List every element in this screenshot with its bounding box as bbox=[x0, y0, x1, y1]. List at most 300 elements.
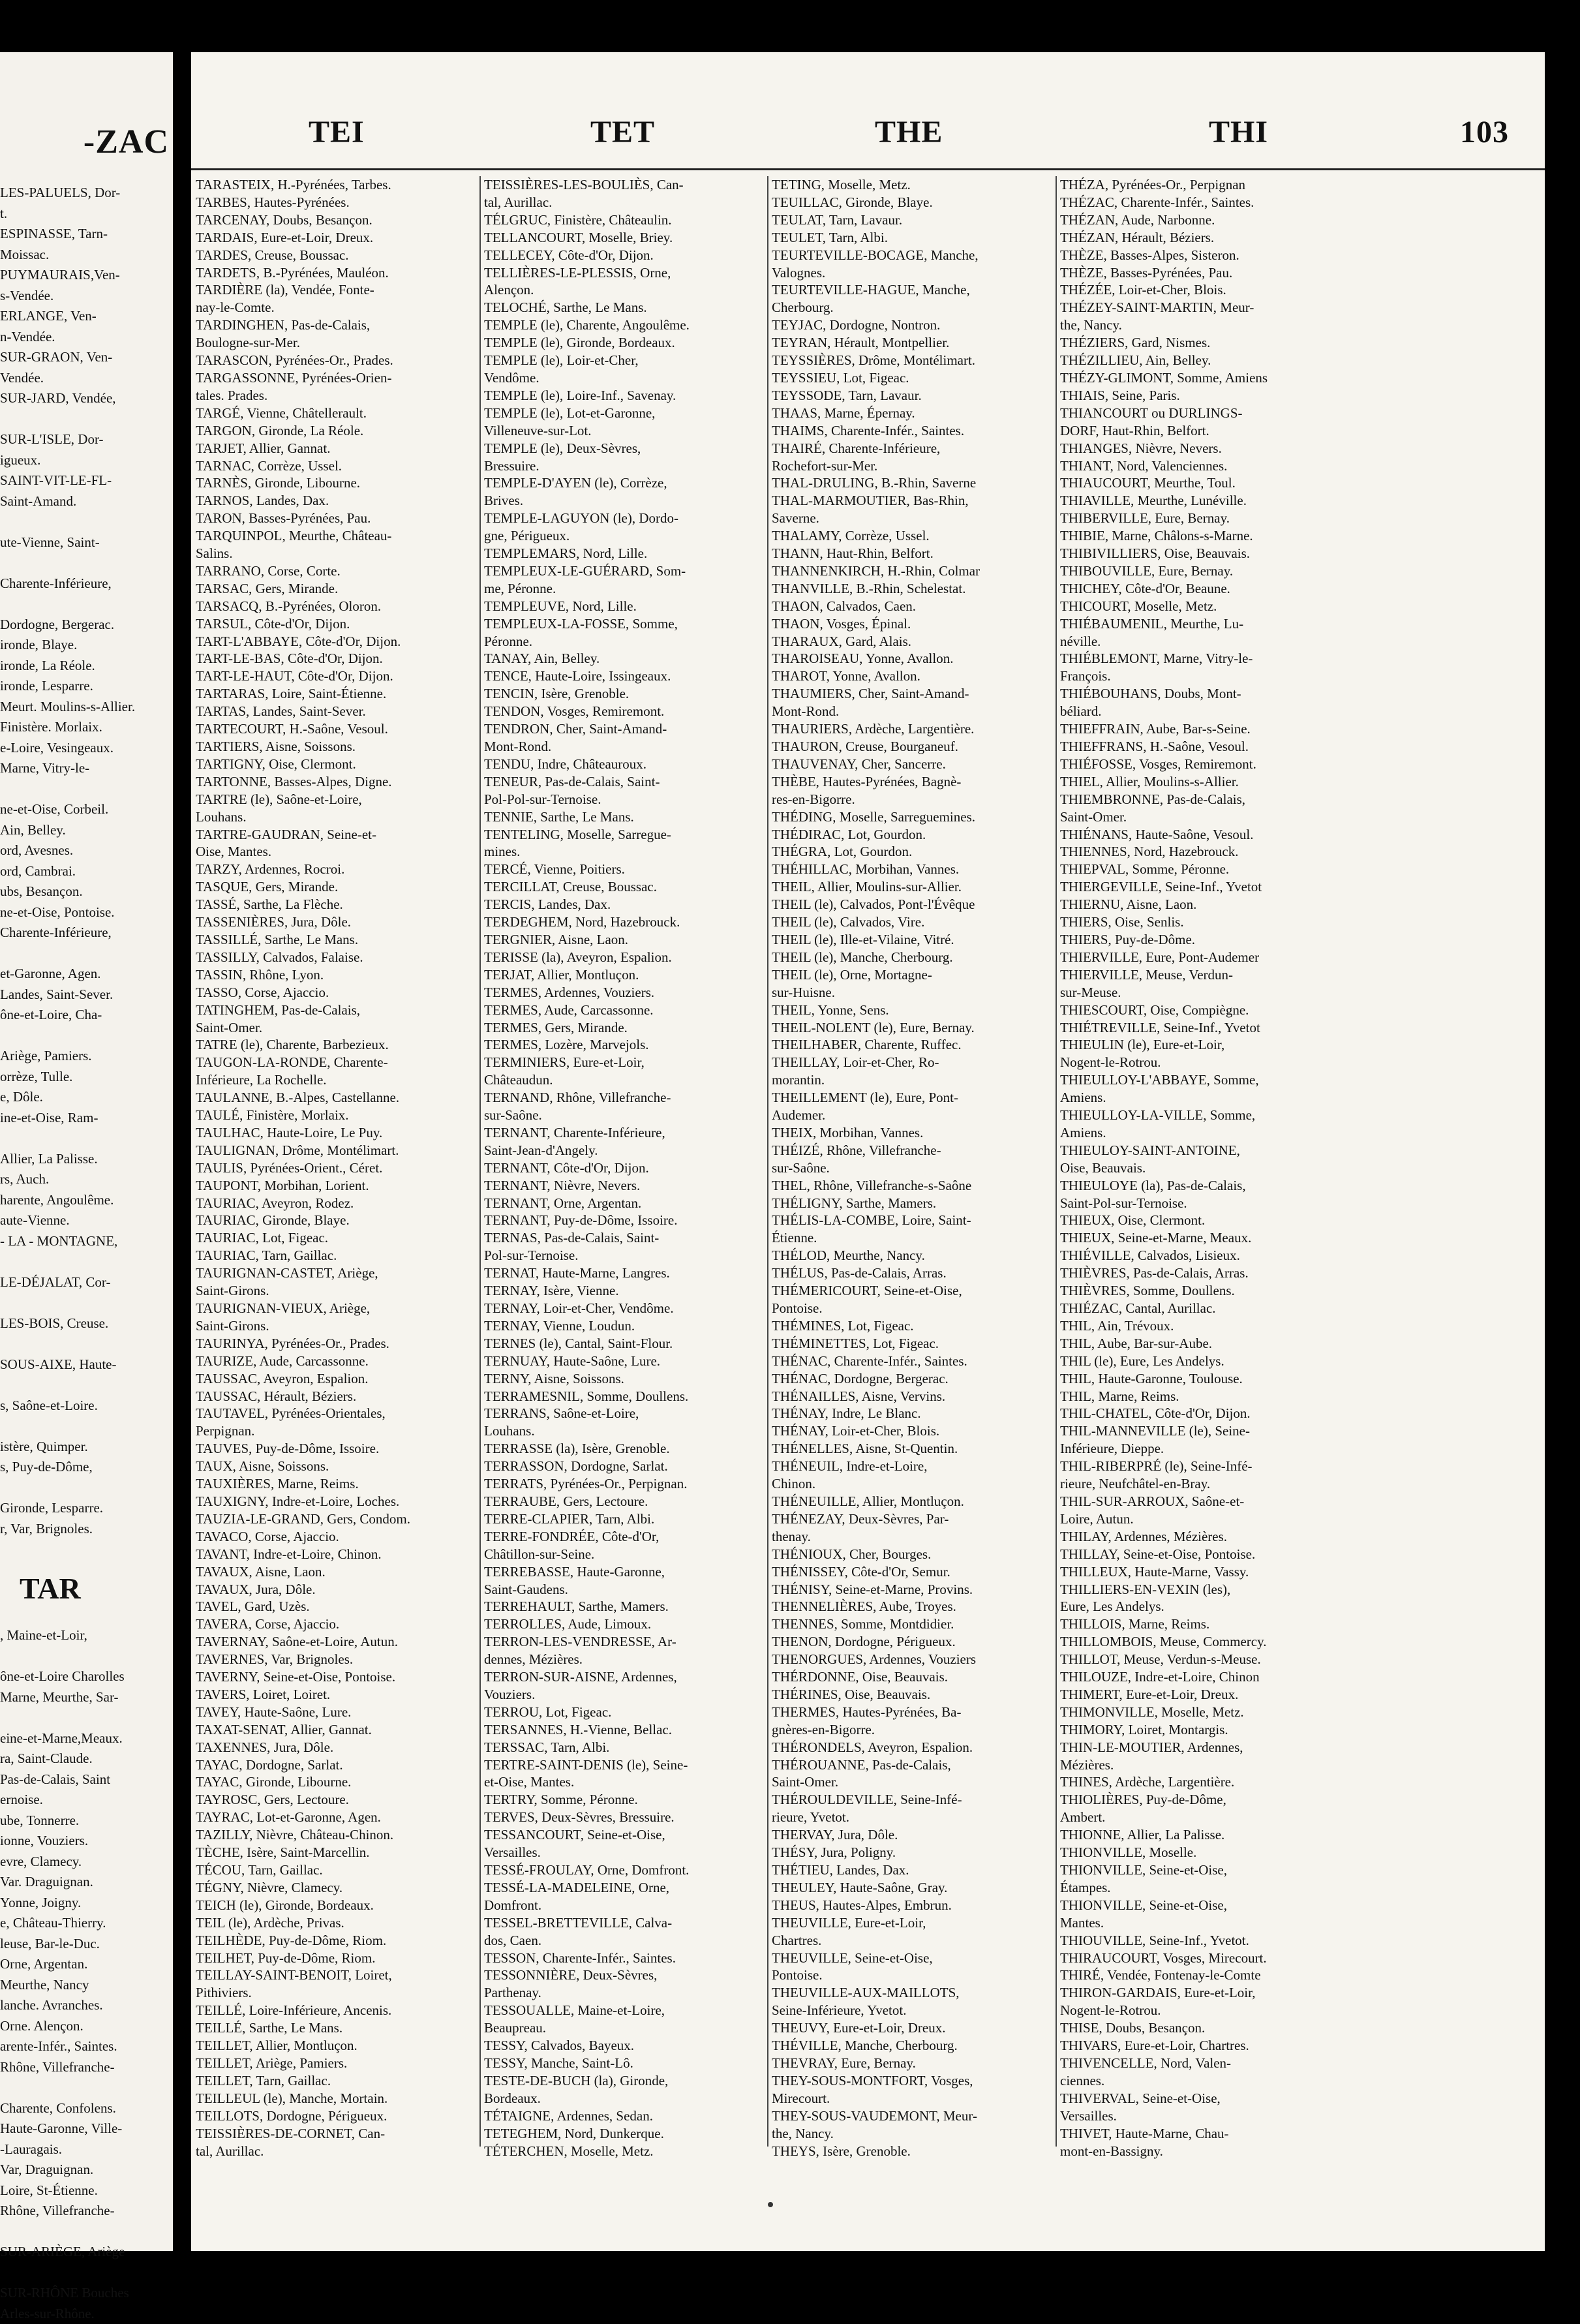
gazetteer-entry: THEL, Rhône, Villefranche-s-Saône bbox=[772, 1177, 1054, 1195]
gazetteer-entry: DORF, Haut-Rhin, Belfort. bbox=[1060, 422, 1347, 440]
gazetteer-entry: gnères-en-Bigorre. bbox=[772, 1721, 1054, 1739]
gazetteer-entry: THIERVILLE, Eure, Pont-Audemer bbox=[1060, 949, 1347, 966]
previous-page-line: Meurthe, Nancy bbox=[0, 1975, 173, 1996]
gazetteer-entry: Mézières. bbox=[1060, 1756, 1347, 1774]
previous-page-line: ône-et-Loire, Cha- bbox=[0, 1005, 173, 1026]
gazetteer-entry: Étampes. bbox=[1060, 1879, 1347, 1897]
previous-page-line bbox=[0, 1334, 173, 1354]
gazetteer-entry: Amiens. bbox=[1060, 1089, 1347, 1107]
gazetteer-entry: TERRAUBE, Gers, Lectoure. bbox=[484, 1493, 765, 1510]
gazetteer-entry: Villeneuve-sur-Lot. bbox=[484, 422, 765, 440]
previous-page-line: ube, Tonnerre. bbox=[0, 1811, 173, 1831]
gazetteer-entry: TEISSIÈRES-LES-BOULIÈS, Can- bbox=[484, 176, 765, 194]
gazetteer-entry: THÉVILLE, Manche, Cherbourg. bbox=[772, 2037, 1054, 2055]
gazetteer-entry: dennes, Mézières. bbox=[484, 1651, 765, 1668]
previous-page-line: LE-DÉJALAT, Cor- bbox=[0, 1272, 173, 1293]
gazetteer-entry: TAVERA, Corse, Ajaccio. bbox=[196, 1615, 476, 1633]
gazetteer-entry: THILAY, Ardennes, Mézières. bbox=[1060, 1528, 1347, 1546]
gazetteer-entry: res-en-Bigorre. bbox=[772, 791, 1054, 808]
gazetteer-entry: THÉNISSEY, Côte-d'Or, Semur. bbox=[772, 1563, 1054, 1581]
gazetteer-entry: TAVEY, Haute-Saône, Lure. bbox=[196, 1704, 476, 1721]
gazetteer-entry: TERNANT, Charente-Inférieure, bbox=[484, 1124, 765, 1142]
gazetteer-entry: TERRASSE (la), Isère, Grenoble. bbox=[484, 1440, 765, 1458]
gazetteer-entry: THIVET, Haute-Marne, Chau- bbox=[1060, 2125, 1347, 2143]
gazetteer-entry: THÉTIEU, Landes, Dax. bbox=[772, 1861, 1054, 1879]
gazetteer-entry: TEMPLE (le), Lot-et-Garonne, bbox=[484, 405, 765, 422]
gazetteer-entry: THEILHABER, Charente, Ruffec. bbox=[772, 1036, 1054, 1054]
gazetteer-entry: TAURIAC, Tarn, Gaillac. bbox=[196, 1247, 476, 1264]
gazetteer-entry: TAUXIGNY, Indre-et-Loire, Loches. bbox=[196, 1493, 476, 1510]
gazetteer-entry: Saint-Jean-d'Angely. bbox=[484, 1142, 765, 1159]
gazetteer-entry: THAROT, Yonne, Avallon. bbox=[772, 667, 1054, 685]
previous-page-line: ironde, Lesparre. bbox=[0, 676, 173, 697]
gazetteer-entry: Boulogne-sur-Mer. bbox=[196, 334, 476, 352]
gazetteer-entry: TEICH (le), Gironde, Bordeaux. bbox=[196, 1897, 476, 1914]
gazetteer-entry: TERMINIERS, Eure-et-Loir, bbox=[484, 1054, 765, 1071]
gazetteer-entry: Versailles. bbox=[1060, 2107, 1347, 2125]
previous-page-line: Ain, Belley. bbox=[0, 820, 173, 841]
gazetteer-entry: TEMPLEUX-LA-FOSSE, Somme, bbox=[484, 615, 765, 633]
gazetteer-entry: TENCE, Haute-Loire, Issingeaux. bbox=[484, 667, 765, 685]
previous-page-line bbox=[0, 2222, 173, 2242]
previous-page-line: ESPINASSE, Tarn- bbox=[0, 224, 173, 245]
gazetteer-entry: THÉHILLAC, Morbihan, Vannes. bbox=[772, 861, 1054, 878]
gazetteer-entry: TARBES, Hautes-Pyrénées. bbox=[196, 194, 476, 211]
gazetteer-entry: TEILLÉ, Loire-Inférieure, Ancenis. bbox=[196, 2002, 476, 2019]
gazetteer-entry: TERCÉ, Vienne, Poitiers. bbox=[484, 861, 765, 878]
gazetteer-entry: TAUX, Aisne, Soissons. bbox=[196, 1458, 476, 1475]
header-rule bbox=[191, 168, 1545, 170]
gazetteer-entry: Chartres. bbox=[772, 1932, 1054, 1949]
gazetteer-entry: TERNANT, Puy-de-Dôme, Issoire. bbox=[484, 1212, 765, 1229]
gazetteer-entry: Perpignan. bbox=[196, 1422, 476, 1440]
previous-page-line: Haute-Garonne, Ville- bbox=[0, 2118, 173, 2139]
previous-page-line: SUR-JARD, Vendée, bbox=[0, 388, 173, 409]
previous-page-line: LES-PALUELS, Dor- bbox=[0, 183, 173, 204]
gazetteer-entry: THEIL, Yonne, Sens. bbox=[772, 1001, 1054, 1019]
gazetteer-entry: sur-Saône. bbox=[484, 1107, 765, 1124]
gazetteer-entry: TART-L'ABBAYE, Côte-d'Or, Dijon. bbox=[196, 633, 476, 650]
gazetteer-entry: TEMPLEMARS, Nord, Lille. bbox=[484, 545, 765, 562]
gazetteer-entry: TERNANT, Côte-d'Or, Dijon. bbox=[484, 1159, 765, 1177]
gazetteer-entry: THAUMIERS, Cher, Saint-Amand- bbox=[772, 685, 1054, 703]
gazetteer-entry: TAURIGNAN-VIEUX, Ariège, bbox=[196, 1300, 476, 1317]
gazetteer-entry: Amiens. bbox=[1060, 1124, 1347, 1142]
gazetteer-entry: Saint-Omer. bbox=[196, 1019, 476, 1037]
gazetteer-entry: TASQUE, Gers, Mirande. bbox=[196, 878, 476, 896]
gazetteer-entry: TERISSE (la), Aveyron, Espalion. bbox=[484, 949, 765, 966]
gazetteer-entry: TAZILLY, Nièvre, Château-Chinon. bbox=[196, 1826, 476, 1844]
gazetteer-entry: TAVERNY, Seine-et-Oise, Pontoise. bbox=[196, 1668, 476, 1686]
gazetteer-entry: TÈCHE, Isère, Saint-Marcellin. bbox=[196, 1844, 476, 1861]
previous-page-line: Vendée. bbox=[0, 368, 173, 389]
gazetteer-entry: TEYJAC, Dordogne, Nontron. bbox=[772, 316, 1054, 334]
gazetteer-entry: THÉMERICOURT, Seine-et-Oise, bbox=[772, 1282, 1054, 1300]
gazetteer-entry: Eure, Les Andelys. bbox=[1060, 1598, 1347, 1615]
gazetteer-entry: THÉNEUIL, Indre-et-Loire, bbox=[772, 1458, 1054, 1475]
gazetteer-entry: THIEULIN (le), Eure-et-Loir, bbox=[1060, 1036, 1347, 1054]
gazetteer-entry: THIÉNANS, Haute-Saône, Vesoul. bbox=[1060, 826, 1347, 844]
gazetteer-entry: TARGASSONNE, Pyrénées-Orien- bbox=[196, 369, 476, 387]
column-divider bbox=[479, 176, 481, 2147]
page-number: 103 bbox=[1460, 114, 1509, 150]
gazetteer-entry: THIONVILLE, Seine-et-Oise, bbox=[1060, 1861, 1347, 1879]
gazetteer-entry: TERNUAY, Haute-Saône, Lure. bbox=[484, 1353, 765, 1370]
gazetteer-entry: TERVES, Deux-Sèvres, Bressuire. bbox=[484, 1809, 765, 1826]
gazetteer-entry: THENNELIÈRES, Aube, Troyes. bbox=[772, 1598, 1054, 1615]
gazetteer-entry: Saint-Pol-sur-Ternoise. bbox=[1060, 1195, 1347, 1212]
gazetteer-entry: THEIL-NOLENT (le), Eure, Bernay. bbox=[772, 1019, 1054, 1037]
gazetteer-entry: THÉLOD, Meurthe, Nancy. bbox=[772, 1247, 1054, 1264]
gazetteer-entry: THÉGRA, Lot, Gourdon. bbox=[772, 843, 1054, 861]
previous-page-line: Landes, Saint-Sever. bbox=[0, 985, 173, 1005]
gazetteer-entry: THÉNAY, Indre, Le Blanc. bbox=[772, 1405, 1054, 1422]
gazetteer-entry: TERDEGHEM, Nord, Hazebrouck. bbox=[484, 913, 765, 931]
previous-page-line: ubs, Besançon. bbox=[0, 881, 173, 902]
gazetteer-entry: mines. bbox=[484, 843, 765, 861]
gazetteer-entry: Saverne. bbox=[772, 510, 1054, 527]
previous-page-line: PUYMAURAIS,Ven- bbox=[0, 265, 173, 286]
gazetteer-entry: TAXENNES, Jura, Dôle. bbox=[196, 1739, 476, 1756]
gazetteer-entry: THIÈVRES, Pas-de-Calais, Arras. bbox=[1060, 1264, 1347, 1282]
gazetteer-entry: Oise, Mantes. bbox=[196, 843, 476, 861]
previous-page-line: s-Vendée. bbox=[0, 286, 173, 307]
gazetteer-entry: TÉCOU, Tarn, Gaillac. bbox=[196, 1861, 476, 1879]
gazetteer-entry: THÉZEY-SAINT-MARTIN, Meur- bbox=[1060, 299, 1347, 316]
gazetteer-entry: THAURIERS, Ardèche, Largentière. bbox=[772, 720, 1054, 738]
gazetteer-entry: THIL (le), Eure, Les Andelys. bbox=[1060, 1353, 1347, 1370]
gazetteer-entry: TENDON, Vosges, Remiremont. bbox=[484, 703, 765, 720]
gazetteer-entry: TAVEL, Gard, Uzès. bbox=[196, 1598, 476, 1615]
previous-page-line: istère, Quimper. bbox=[0, 1437, 173, 1458]
gazetteer-entry: THANN, Haut-Rhin, Belfort. bbox=[772, 545, 1054, 562]
previous-page-line: Ariège, Pamiers. bbox=[0, 1046, 173, 1067]
gazetteer-entry: THIOLIÈRES, Puy-de-Dôme, bbox=[1060, 1791, 1347, 1809]
previous-page-line: ionne, Vouziers. bbox=[0, 1831, 173, 1852]
previous-page-line bbox=[0, 1128, 173, 1149]
gazetteer-entry: TAUXIÈRES, Marne, Reims. bbox=[196, 1475, 476, 1493]
previous-page-line: ord, Cambrai. bbox=[0, 861, 173, 882]
gazetteer-entry: TEMPLE-D'AYEN (le), Corrèze, bbox=[484, 474, 765, 492]
gazetteer-entry: THIOUVILLE, Seine-Inf., Yvetot. bbox=[1060, 1932, 1347, 1949]
previous-page-line bbox=[0, 1026, 173, 1047]
gazetteer-entry: TARNOS, Landes, Dax. bbox=[196, 492, 476, 510]
gazetteer-entry: THAURON, Creuse, Bourganeuf. bbox=[772, 738, 1054, 756]
gazetteer-entry: THIBERVILLE, Eure, Bernay. bbox=[1060, 510, 1347, 527]
gazetteer-entry: TERNANT, Nièvre, Nevers. bbox=[484, 1177, 765, 1195]
gazetteer-entry: Versailles. bbox=[484, 1844, 765, 1861]
gazetteer-entry: THIEULLOY-LA-VILLE, Somme, bbox=[1060, 1107, 1347, 1124]
gazetteer-entry: TANAY, Ain, Belley. bbox=[484, 650, 765, 667]
gazetteer-entry: TAULIGNAN, Drôme, Montélimart. bbox=[196, 1142, 476, 1159]
gazetteer-entry: THALAMY, Corrèze, Ussel. bbox=[772, 527, 1054, 545]
previous-page-line: SUR-GRAON, Ven- bbox=[0, 347, 173, 368]
gazetteer-entry: THÉNAC, Dordogne, Bergerac. bbox=[772, 1370, 1054, 1388]
gazetteer-entry: TERCILLAT, Creuse, Boussac. bbox=[484, 878, 765, 896]
gazetteer-entry: TERREBASSE, Haute-Garonne, bbox=[484, 1563, 765, 1581]
gazetteer-entry: Chinon. bbox=[772, 1475, 1054, 1493]
gazetteer-entry: TEUILLAC, Gironde, Blaye. bbox=[772, 194, 1054, 211]
gazetteer-entry: Saint-Gaudens. bbox=[484, 1581, 765, 1598]
gazetteer-entry: THÉNEUILLE, Allier, Montluçon. bbox=[772, 1493, 1054, 1510]
gazetteer-entry: TEMPLE (le), Gironde, Bordeaux. bbox=[484, 334, 765, 352]
previous-page-line: SOUS-AIXE, Haute- bbox=[0, 1354, 173, 1375]
gazetteer-entry: Saint-Girons. bbox=[196, 1282, 476, 1300]
gazetteer-entry: TÉGNY, Nièvre, Clamecy. bbox=[196, 1879, 476, 1897]
gazetteer-entry: THIEFFRANS, H.-Saône, Vesoul. bbox=[1060, 738, 1347, 756]
gazetteer-entry: THÉZÉE, Loir-et-Cher, Blois. bbox=[1060, 281, 1347, 299]
gazetteer-entry: TEILLEUL (le), Manche, Mortain. bbox=[196, 2090, 476, 2107]
gazetteer-entry: TARTAS, Landes, Saint-Sever. bbox=[196, 703, 476, 720]
gazetteer-entry: TERNANT, Orne, Argentan. bbox=[484, 1195, 765, 1212]
gazetteer-entry: THIONNE, Allier, La Palisse. bbox=[1060, 1826, 1347, 1844]
previous-page-line: Rhône, Villefranche- bbox=[0, 2057, 173, 2078]
gazetteer-entry: THIMONVILLE, Moselle, Metz. bbox=[1060, 1704, 1347, 1721]
gazetteer-entry: TEURTEVILLE-HAGUE, Manche, bbox=[772, 281, 1054, 299]
scan-border bbox=[1545, 0, 1580, 2260]
gazetteer-entry: TENCIN, Isère, Grenoble. bbox=[484, 685, 765, 703]
gazetteer-entry: TEULET, Tarn, Albi. bbox=[772, 229, 1054, 247]
gazetteer-entry: TARDETS, B.-Pyrénées, Mauléon. bbox=[196, 264, 476, 282]
gazetteer-entry: sur-Huisne. bbox=[772, 984, 1054, 1001]
gazetteer-entry: TARDINGHEN, Pas-de-Calais, bbox=[196, 316, 476, 334]
gazetteer-entry: TEILHÈDE, Puy-de-Dôme, Riom. bbox=[196, 1932, 476, 1949]
gazetteer-entry: Cherbourg. bbox=[772, 299, 1054, 316]
gazetteer-entry: TAVACO, Corse, Ajaccio. bbox=[196, 1528, 476, 1546]
column-4 bbox=[1060, 176, 1347, 2133]
gazetteer-entry: THEILLEMENT (le), Eure, Pont- bbox=[772, 1089, 1054, 1107]
gazetteer-entry: TENTELING, Moselle, Sarregue- bbox=[484, 826, 765, 844]
gazetteer-entry: THÉNELLES, Aisne, St-Quentin. bbox=[772, 1440, 1054, 1458]
gazetteer-entry: TETING, Moselle, Metz. bbox=[772, 176, 1054, 194]
previous-page-line bbox=[0, 2077, 173, 2098]
gazetteer-entry: TAVAUX, Aisne, Laon. bbox=[196, 1563, 476, 1581]
gazetteer-entry: THIL, Aube, Bar-sur-Aube. bbox=[1060, 1335, 1347, 1353]
gazetteer-entry: TEMPLE (le), Charente, Angoulême. bbox=[484, 316, 765, 334]
previous-page-line bbox=[0, 1416, 173, 1437]
previous-page-line: ironde, La Réole. bbox=[0, 656, 173, 677]
gazetteer-entry: TERROU, Lot, Figeac. bbox=[484, 1704, 765, 1721]
gazetteer-entry: TELOCHÉ, Sarthe, Le Mans. bbox=[484, 299, 765, 316]
gazetteer-entry: TART-LE-BAS, Côte-d'Or, Dijon. bbox=[196, 650, 476, 667]
gazetteer-entry: Pol-sur-Ternoise. bbox=[484, 1247, 765, 1264]
gazetteer-entry: THÉNISY, Seine-et-Marne, Provins. bbox=[772, 1581, 1054, 1598]
previous-page-line: Meurt. Moulins-s-Allier. bbox=[0, 697, 173, 718]
gazetteer-entry: THAAS, Marne, Épernay. bbox=[772, 405, 1054, 422]
gazetteer-entry: TÉTERCHEN, Moselle, Metz. bbox=[484, 2143, 765, 2160]
previous-page-line: ernoise. bbox=[0, 1790, 173, 1811]
previous-page-line bbox=[0, 1478, 173, 1499]
gazetteer-entry: TELLANCOURT, Moselle, Briey. bbox=[484, 229, 765, 247]
gazetteer-entry: TEILLOTS, Dordogne, Périgueux. bbox=[196, 2107, 476, 2125]
gazetteer-entry: THEUVILLE, Eure-et-Loir, bbox=[772, 1914, 1054, 1932]
previous-page-line bbox=[0, 1375, 173, 1396]
gazetteer-entry: THIVARS, Eure-et-Loir, Chartres. bbox=[1060, 2037, 1347, 2055]
previous-page-line: Saint-Amand. bbox=[0, 491, 173, 512]
column-divider bbox=[1056, 176, 1057, 2147]
previous-page-line: Loire, St-Étienne. bbox=[0, 2180, 173, 2201]
gazetteer-entry: THIL-MANNEVILLE (le), Seine- bbox=[1060, 1422, 1347, 1440]
gazetteer-entry: TARON, Basses-Pyrénées, Pau. bbox=[196, 510, 476, 527]
gazetteer-entry: THANVILLE, B.-Rhin, Schelestat. bbox=[772, 580, 1054, 598]
gazetteer-entry: TAULANNE, B.-Alpes, Castellanne. bbox=[196, 1089, 476, 1107]
gazetteer-entry: THIEUX, Oise, Clermont. bbox=[1060, 1212, 1347, 1229]
gazetteer-entry: THAON, Vosges, Épinal. bbox=[772, 615, 1054, 633]
previous-page-line: igueux. bbox=[0, 450, 173, 471]
column-2 bbox=[484, 176, 765, 2133]
gazetteer-entry: TAULHAC, Haute-Loire, Le Puy. bbox=[196, 1124, 476, 1142]
gazetteer-entry: TATINGHEM, Pas-de-Calais, bbox=[196, 1001, 476, 1019]
gazetteer-entry: TERRE-CLAPIER, Tarn, Albi. bbox=[484, 1510, 765, 1528]
gazetteer-entry: tales. Prades. bbox=[196, 387, 476, 405]
gazetteer-entry: TEILLAY-SAINT-BENOIT, Loiret, bbox=[196, 1966, 476, 1984]
section-heading-tar: TAR bbox=[20, 1572, 173, 1606]
gazetteer-entry: TAUTAVEL, Pyrénées-Orientales, bbox=[196, 1405, 476, 1422]
previous-page-line: e, Château-Thierry. bbox=[0, 1913, 173, 1934]
binding-gutter bbox=[173, 0, 191, 2260]
previous-page-line bbox=[0, 409, 173, 430]
gazetteer-entry: THILLAY, Seine-et-Oise, Pontoise. bbox=[1060, 1546, 1347, 1563]
gazetteer-entry: THIANCOURT ou DURLINGS- bbox=[1060, 405, 1347, 422]
gazetteer-entry: TERSANNES, H.-Vienne, Bellac. bbox=[484, 1721, 765, 1739]
previous-page-line: SUR-L'ISLE, Dor- bbox=[0, 429, 173, 450]
gazetteer-entry: THÉDING, Moselle, Sarreguemines. bbox=[772, 808, 1054, 826]
gazetteer-entry: TEURTEVILLE-BOCAGE, Manche, bbox=[772, 247, 1054, 264]
gazetteer-entry: THAL-MARMOUTIER, Bas-Rhin, bbox=[772, 492, 1054, 510]
previous-page-line: Yonne, Joigny. bbox=[0, 1893, 173, 1914]
header-right-word: THI bbox=[1209, 114, 1268, 150]
previous-page-line bbox=[0, 779, 173, 800]
gazetteer-entry: TERRATS, Pyrénées-Or., Perpignan. bbox=[484, 1475, 765, 1493]
gazetteer-entry: THENORGUES, Ardennes, Vouziers bbox=[772, 1651, 1054, 1668]
gazetteer-entry: THEULEY, Haute-Saône, Gray. bbox=[772, 1879, 1054, 1897]
gazetteer-entry: TEILHET, Puy-de-Dôme, Riom. bbox=[196, 1949, 476, 1967]
gazetteer-entry: tal, Aurillac. bbox=[484, 194, 765, 211]
gazetteer-entry: TAYRAC, Lot-et-Garonne, Agen. bbox=[196, 1809, 476, 1826]
previous-page-header: -ZAC bbox=[84, 123, 169, 161]
previous-page-line: Rhône, Villefranche- bbox=[0, 2201, 173, 2222]
gazetteer-entry: TAYAC, Gironde, Libourne. bbox=[196, 1773, 476, 1791]
gazetteer-entry: THIAIS, Seine, Paris. bbox=[1060, 387, 1347, 405]
gazetteer-entry: TARTIERS, Aisne, Soissons. bbox=[196, 738, 476, 756]
gazetteer-entry: THIEULOYE (la), Pas-de-Calais, bbox=[1060, 1177, 1347, 1195]
ink-dot bbox=[768, 2202, 773, 2207]
gazetteer-entry: TAVANT, Indre-et-Loire, Chinon. bbox=[196, 1546, 476, 1563]
gazetteer-entry: THEVRAY, Eure, Bernay. bbox=[772, 2055, 1054, 2072]
gazetteer-entry: TARDIÈRE (la), Vendée, Fonte- bbox=[196, 281, 476, 299]
gazetteer-entry: Inférieure, La Rochelle. bbox=[196, 1071, 476, 1089]
gazetteer-entry: TARCENAY, Doubs, Besançon. bbox=[196, 211, 476, 229]
gazetteer-entry: THIESCOURT, Oise, Compiègne. bbox=[1060, 1001, 1347, 1019]
previous-page-line: Allier, La Palisse. bbox=[0, 1149, 173, 1170]
previous-page-line: SAINT-VIT-LE-FL- bbox=[0, 470, 173, 491]
header-center-left-word: TET bbox=[590, 114, 655, 150]
previous-page-line: Var, Draguignan. bbox=[0, 2160, 173, 2180]
gazetteer-entry: THAROISEAU, Yonne, Avallon. bbox=[772, 650, 1054, 667]
gazetteer-entry: Bordeaux. bbox=[484, 2090, 765, 2107]
gazetteer-entry: THÈBE, Hautes-Pyrénées, Bagnè- bbox=[772, 773, 1054, 791]
gazetteer-entry: Saint-Girons. bbox=[196, 1317, 476, 1335]
gazetteer-entry: TARDES, Creuse, Boussac. bbox=[196, 247, 476, 264]
gazetteer-entry: TARSACQ, B.-Pyrénées, Oloron. bbox=[196, 598, 476, 615]
previous-page-line: ne-et-Oise, Corbeil. bbox=[0, 799, 173, 820]
gazetteer-entry: TERNAS, Pas-de-Calais, Saint- bbox=[484, 1229, 765, 1247]
gazetteer-entry: THÉNAC, Charente-Infér., Saintes. bbox=[772, 1353, 1054, 1370]
gazetteer-entry: THÈZE, Basses-Alpes, Sisteron. bbox=[1060, 247, 1347, 264]
gazetteer-entry: Pontoise. bbox=[772, 1966, 1054, 1984]
gazetteer-entry: THENON, Dordogne, Périgueux. bbox=[772, 1633, 1054, 1651]
gazetteer-entry: THENNES, Somme, Montdidier. bbox=[772, 1615, 1054, 1633]
gazetteer-entry: TEMPLE-LAGUYON (le), Dordo- bbox=[484, 510, 765, 527]
gazetteer-entry: TEILLET, Allier, Montluçon. bbox=[196, 2037, 476, 2055]
gazetteer-entry: THIEULLOY-L'ABBAYE, Somme, bbox=[1060, 1071, 1347, 1089]
gazetteer-entry: THÉNIOUX, Cher, Bourges. bbox=[772, 1546, 1054, 1563]
gazetteer-entry: TERTRY, Somme, Péronne. bbox=[484, 1791, 765, 1809]
gazetteer-entry: TERJAT, Allier, Montluçon. bbox=[484, 966, 765, 984]
gazetteer-entry: TESSY, Manche, Saint-Lô. bbox=[484, 2055, 765, 2072]
gazetteer-entry: TARTONNE, Basses-Alpes, Digne. bbox=[196, 773, 476, 791]
gazetteer-entry: TERNES (le), Cantal, Saint-Flour. bbox=[484, 1335, 765, 1353]
gazetteer-entry: THIEULOY-SAINT-ANTOINE, bbox=[1060, 1142, 1347, 1159]
gazetteer-entry: THIL, Haute-Garonne, Toulouse. bbox=[1060, 1370, 1347, 1388]
gazetteer-entry: THAL-DRULING, B.-Rhin, Saverne bbox=[772, 474, 1054, 492]
gazetteer-entry: THIL-SUR-ARROUX, Saône-et- bbox=[1060, 1493, 1347, 1510]
gazetteer-entry: THIRAUCOURT, Vosges, Mirecourt. bbox=[1060, 1949, 1347, 1967]
gazetteer-entry: Seine-Inférieure, Yvetot. bbox=[772, 2002, 1054, 2019]
previous-page-line: LES-BOIS, Creuse. bbox=[0, 1313, 173, 1334]
gazetteer-entry: THIRON-GARDAIS, Eure-et-Loir, bbox=[1060, 1984, 1347, 2002]
gazetteer-entry: THIÉBAUMENIL, Meurthe, Lu- bbox=[1060, 615, 1347, 633]
previous-page-line bbox=[0, 1251, 173, 1272]
gazetteer-entry: THÈZE, Basses-Pyrénées, Pau. bbox=[1060, 264, 1347, 282]
gazetteer-entry: rieure, Yvetot. bbox=[772, 1809, 1054, 1826]
gazetteer-entry: TARGON, Gironde, La Réole. bbox=[196, 422, 476, 440]
previous-page-line: , Maine-et-Loir, bbox=[0, 1625, 173, 1646]
gazetteer-entry: THIVERVAL, Seine-et-Oise, bbox=[1060, 2090, 1347, 2107]
gazetteer-entry: Beaupreau. bbox=[484, 2019, 765, 2037]
gazetteer-entry: THIMORY, Loiret, Montargis. bbox=[1060, 1721, 1347, 1739]
gazetteer-entry: Mirecourt. bbox=[772, 2090, 1054, 2107]
previous-page-line: ord, Avesnes. bbox=[0, 840, 173, 861]
gazetteer-entry: TARNÈS, Gironde, Libourne. bbox=[196, 474, 476, 492]
previous-page-line: ra, Saint-Claude. bbox=[0, 1749, 173, 1769]
gazetteer-entry: TELLECEY, Côte-d'Or, Dijon. bbox=[484, 247, 765, 264]
gazetteer-entry: TENDRON, Cher, Saint-Amand- bbox=[484, 720, 765, 738]
previous-page-fragment bbox=[0, 52, 173, 2251]
gazetteer-entry: TESSONNIÈRE, Deux-Sèvres, bbox=[484, 1966, 765, 1984]
gazetteer-entry: the, Nancy. bbox=[1060, 316, 1347, 334]
gazetteer-entry: Inférieure, Dieppe. bbox=[1060, 1440, 1347, 1458]
previous-page-line: s, Puy-de-Dôme, bbox=[0, 1457, 173, 1478]
previous-page-line bbox=[0, 1292, 173, 1313]
column-divider bbox=[767, 176, 768, 2147]
gazetteer-entry: TEULAT, Tarn, Lavaur. bbox=[772, 211, 1054, 229]
gazetteer-entry: THÉZILLIEU, Ain, Belley. bbox=[1060, 352, 1347, 369]
gazetteer-entry: THEILLAY, Loir-et-Cher, Ro- bbox=[772, 1054, 1054, 1071]
gazetteer-entry: THÉLUS, Pas-de-Calais, Arras. bbox=[772, 1264, 1054, 1282]
previous-page-line: Dordogne, Bergerac. bbox=[0, 615, 173, 635]
gazetteer-entry: THIAUCOURT, Meurthe, Toul. bbox=[1060, 474, 1347, 492]
previous-page-line: ine-et-Oise, Ram- bbox=[0, 1108, 173, 1129]
previous-page-line: et-Garonne, Agen. bbox=[0, 964, 173, 985]
gazetteer-entry: néville. bbox=[1060, 633, 1347, 650]
previous-page-line: s, Saône-et-Loire. bbox=[0, 1396, 173, 1416]
previous-page-line: Charente-Inférieure, bbox=[0, 573, 173, 594]
gazetteer-entry: béliard. bbox=[1060, 703, 1347, 720]
gazetteer-entry: THÉZIERS, Gard, Nismes. bbox=[1060, 334, 1347, 352]
gazetteer-entry: THIEMBRONNE, Pas-de-Calais, bbox=[1060, 791, 1347, 808]
previous-page-line bbox=[0, 1646, 173, 1667]
